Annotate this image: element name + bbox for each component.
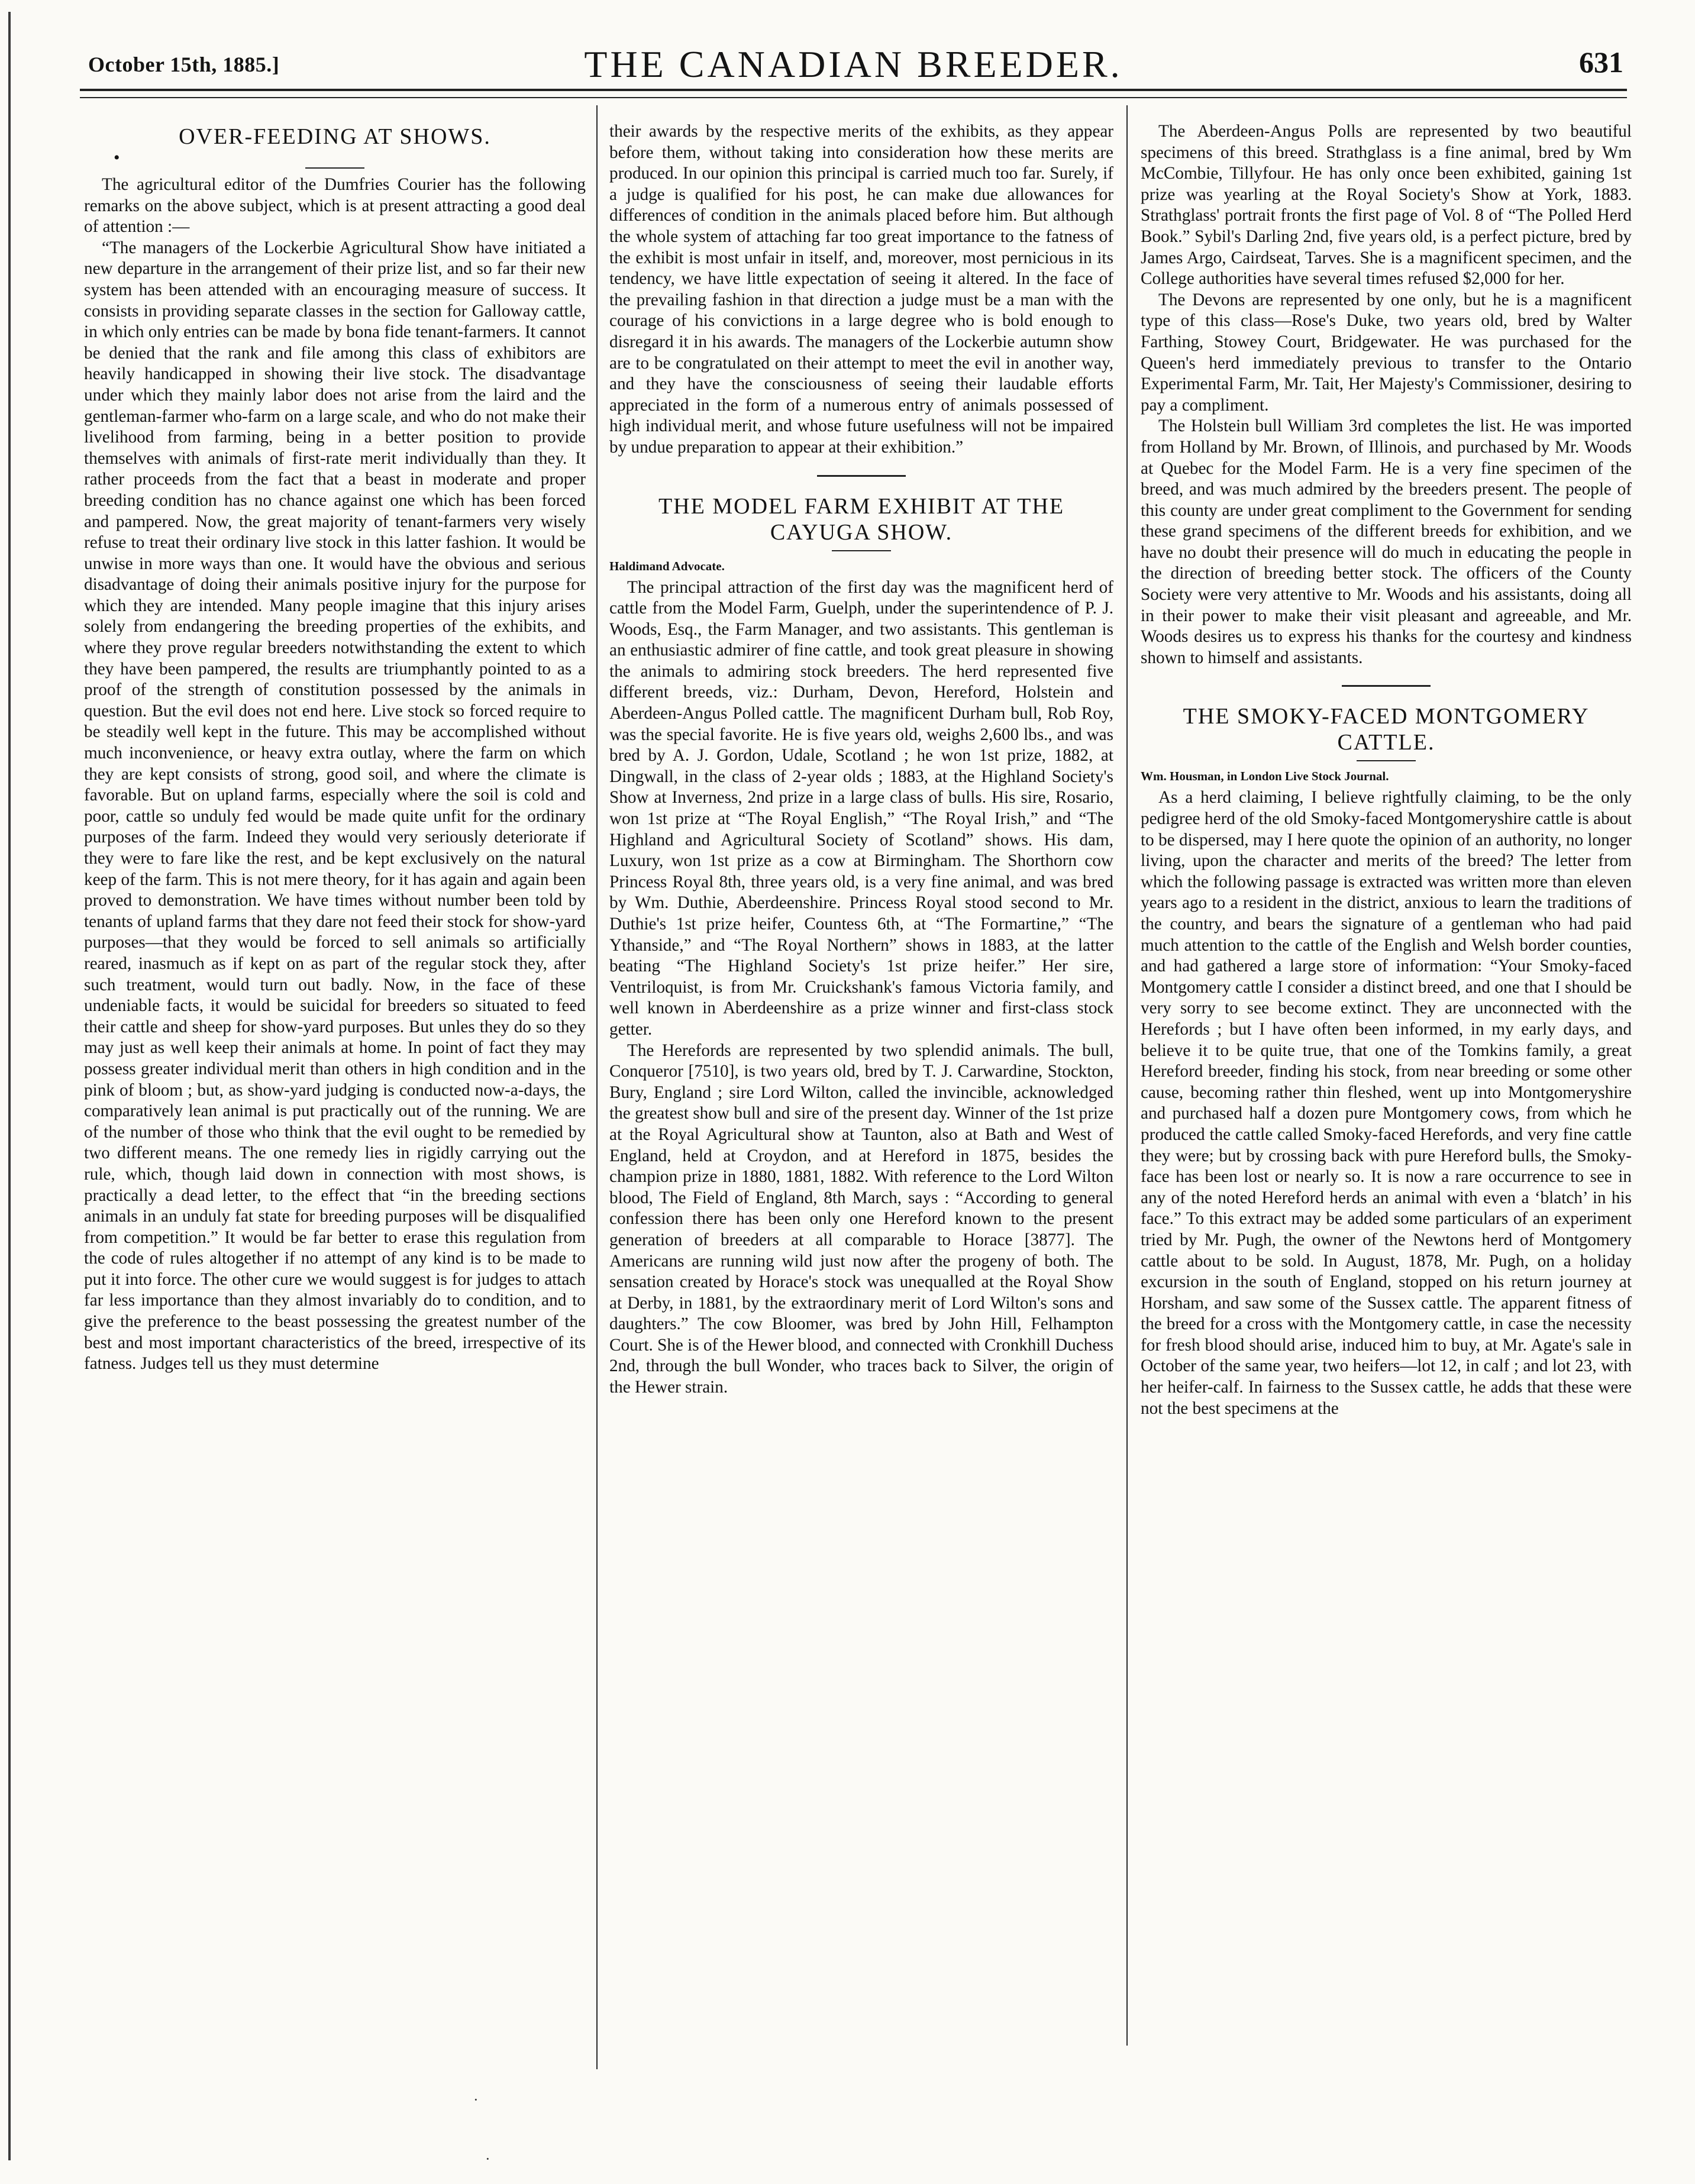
column-divider-1 bbox=[596, 105, 598, 2069]
article-paragraph: The Devons are represented by one only, but he is a magnificent type of this class—Rose's Duke, two years old, bred by Walter Farthing, Stowey Court, Bridgewater. He was purchased for the Queen's herd immediately previous to transfer to the Ontario Experimental Farm, Mr. Tait, Her Majesty's Commissioner, desiring to pay a compliment. bbox=[1141, 290, 1632, 415]
stray-mark: · bbox=[485, 2150, 490, 2167]
newspaper-title: THE CANADIAN BREEDER. bbox=[584, 43, 1123, 85]
article-heading-smoky-faced: THE SMOKY-FACED MONTGOMERY CATTLE. bbox=[1183, 704, 1590, 755]
article-paragraph: The principal attraction of the first day was the magnificent herd of cattle from the Model Farm, Guelph, under the superintendence of P. J. Woods, Esq., the Farm Manager, and two assistants. This gentleman is an enthusiastic admirer of fine cattle, and took great pleasure in showing the animals to admiring stock breeders. The herd represented five different breeds, viz.: Durham, Devon, Hereford, Holstein and Aberdeen-Angus Polled cattle. The magnificent Durham bull, Rob Roy, was the special favorite. He is five years old, weighs 2,600 lbs., and was bred by A. J. Gordon, Udale, Scotland ; he won 1st prize, 1882, at Dingwall, in the class of 2-year olds ; 1883, at the Highland Society's Show at Inverness, 2nd prize in a large class of bulls. His sire, Rosario, won 1st prize at “The Royal English,” “The Royal Irish,” and “The Highland and Agricultural Society of Scotland” shows. His dam, Luxury, won 1st prize as a cow at Birmingham. The Shorthorn cow Princess Royal 8th, three years old, is a very fine animal, and was bred by Wm. Duthie, Aberdeenshire. Princess Royal stood second to Mr. Duthie's 1st prize heifer, Countess 6th, at “The Formartine,” “The Ythanside,” and “The Royal Northern” shows in 1883, at the latter beating “The Highland Society's 1st prize heifer.” Her sire, Ventriloquist, is from Mr. Cruickshank's famous Victoria family, and well known in Aberdeenshire as a prize winner and first-class stock getter. bbox=[609, 577, 1113, 1039]
article-paragraph: The Aberdeen-Angus Polls are represented by two beautiful specimens of this breed. Strathglass is a fine animal, bred by Wm McCombie, Tillyfour. He has only once been exhibited, gaining 1st prize was yearling at the Royal Society's Show at York, 1883. Strathglass' portrait fronts the first page of Vol. 8 of “The Polled Herd Book.” Sybil's Darling 2nd, five years old, is a perfect picture, bred by James Argo, Cairdseat, Tarves. She is a magnificent specimen, and the College authorities have several times refused $2,000 for her. bbox=[1141, 122, 1632, 289]
column-1 bbox=[84, 121, 586, 1375]
page-edge-rule bbox=[8, 12, 11, 2160]
article-paragraph: “The managers of the Lockerbie Agricultural Show have initiated a new departure in the arrangement of their prize list, and so far their new system has been attended with an encouraging measure of success. It consists in providing separate classes in the section for Galloway cattle, in which only entries can be made by bona fide tenant-farmers. It cannot be denied that the rank and file among this class of exhibitors are heavily handicapped in showing their live stock. The disadvantage under which they mainly labor does not arise from the laird and the gentleman-farmer who-farm on a large scale, and who do not make their livelihood from farming, being in a better position to provide themselves with animals of first-rate merit individually than they. It rather proceeds from the fact that a beast in moderate and proper breeding condition has no chance against one which has been forced and pampered. Now, the great majority of tenant-farmers very wisely refuse to treat their ordinary live stock in this latter fashion. It would be unwise in more ways than one. It would have the obvious and serious disadvantage of doing their animals positive injury for the purpose for which they are intended. Many people imagine that this injury arises solely from endangering the breeding properties of the exhibits, and where they prove regular breeders notwithstanding the extent to which they have been pampered, the results are triumphantly pointed to as a proof of the strength of constitution possessed by the animals in question. But the evil does not end here. Live stock so forced require to be steadily well kept in the future. This may be accomplished without much inconvenience, or heavy extra outlay, where the farm on which they are kept consists of strong, good soil, and where the climate is favorable. But on upland farms, especially where the soil is cold and poor, cattle so unduly fed would be made quite unfit for the ordinary purposes of the farm. Indeed they would very seriously deteriorate if they were to fare like the rest, and be kept exclusively on the natural keep of the farm. This is not mere theory, for it has again and again been proved to demonstration. We have times without number been told by tenants of upland farms that they dare not feed their stock for show-yard purposes—that they would be forced to sell animals so artificially reared, inasmuch as if kept on as part of the regular stock they, after such treatment, would turn out badly. Now, in the face of these undeniable facts, it would be suicidal for breeders so situated to feed their cattle and sheep for show-yard purposes. But unles they do so they may just as well keep their animals at home. In point of fact they may possess greater individual merit than others in high condition and in the pink of bloom ; but, as show-yard judging is conducted now-a-days, the comparatively lean animal is put practically out of the running. We are of the number of those who think that the evil ought to be remedied by two different means. The one remedy lies in rigidly carrying out the rule, which, though laid down in connection with most shows, is practically a dead letter, to the effect that “in the breeding sections animals in an unduly fat state for breeding purposes will be disqualified from competition.” It would be far better to erase this regulation from the code of rules altogether if no attempt of any kind is to be made to put it into force. The other cure we would suggest is for judges to attach far less importance than they almost invariably do to condition, and to give the preference to the beast possessing the greatest number of the best and most important characteristics of the breed, irrespective of its fatness. Judges tell us they must determine bbox=[84, 238, 586, 1374]
column-3 bbox=[1141, 121, 1632, 1419]
article-paragraph: their awards by the respective merits of the exhibits, as they appear before them, without taking into consideration how these merits are produced. In our opinion this principal is carried much too far. Surely, if a judge is qualified for his post, he can make due allowances for differences of condition in the animals placed before him. But although the whole system of attaching far too great importance to the fatness of the exhibit is most unfair in itself, and, moreover, most pernicious in its tendency, we have little expectation of seeing it altered. In the face of the prevailing fashion in that direction a judge must be a man with the courage of his convictions in a large degree who is bold enough to disregard it in his awards. The managers of the Lockerbie autumn show are to be congratulated on their attempt to meet the evil in another way, and they have the consciousness of seeing their laudable efforts appreciated in the form of a numerous entry of animals possessed of high individual merit, and whose future usefulness will not be impaired by undue preparation to appear at their exhibition.” bbox=[609, 122, 1113, 457]
article-separator bbox=[1342, 685, 1431, 687]
column-2 bbox=[609, 121, 1113, 1398]
article-paragraph: The agricultural editor of the Dumfries Courier has the following remarks on the above subject, which is at present attracting a good deal of attention :— bbox=[84, 175, 586, 237]
stray-mark: · bbox=[473, 2091, 479, 2108]
article-source: Haldimand Advocate. bbox=[609, 558, 725, 573]
page-number: 631 bbox=[1579, 46, 1623, 79]
article-paragraph: As a herd claiming, I believe rightfully claiming, to be the only pedigree herd of the old Smoky-faced Montgomeryshire cattle is about to be dispersed, may I here quote the opinion of an authority, no longer living, upon the character and merits of the breed? The letter from which the following passage is extracted was written more than eleven years ago to a resident in the district, anxious to learn the traditions of the country, and bears the signature of a gentleman who had paid much attention to the cattle of the English and Welsh border counties, and had gathered a large store of information: “Your Smoky-faced Montgomery cattle I consider a distinct breed, and one that I should be very sorry to see become extinct. They are unconnected with the Herefords ; but I have often been informed, in my early days, and believe it to be quite true, that one of the Tomkins family, a great Hereford breeder, finding his stock, from near breeding or some other cause, becoming rather thin fleshed, went up into Montgomeryshire and purchased half a dozen pure Montgomery cows, from which he produced the cattle called Smoky-faced Herefords, and very fine cattle they were; but by crossing back with pure Hereford bulls, the Smoky-face has been lost or nearly so. It is now a rare occurrence to see in any of the noted Hereford herds an animal with even a ‘blatch’ in his face.” To this extract may be added some particulars of an experiment tried by Mr. Pugh, the owner of the Newtons herd of Montgomery cattle about to be sold. In August, 1878, Mr. Pugh, on a holiday excursion in the south of England, stopped on his return journey at Horsham, and saw some of the Sussex cattle. The apparent fitness of the breed for a cross with the Montgomery cattle, in case the necessity for fresh blood should arise, induced him to buy, at Mr. Agate's sale in October of the same year, two heifers—lot 12, in calf ; and lot 23, with her heifer-calf. In fairness to the Sussex cattle, he adds that these were not the best specimens at the bbox=[1141, 788, 1632, 1418]
heading-rule bbox=[1357, 760, 1416, 761]
article-paragraph: The Holstein bull William 3rd completes the list. He was imported from Holland by Mr. Brown, of Illinois, and purchased by Mr. Woods at Quebec for the Model Farm. He is a very fine specimen of the breed, and was much admired by the breeders present. The people of this county are under great compliment to the Government for sending these grand specimens of the different breeds for exhibition, and we have no doubt their presence will do much in educating the people in the direction of breeding better stock. The officers of the County Society were very attentive to Mr. Woods and his assistants, doing all in their power to make their visit pleasant and agreeable, and Mr. Woods desires us to express his thanks for the courtesy and kindness shown to himself and assistants. bbox=[1141, 416, 1632, 667]
column-divider-2 bbox=[1126, 105, 1128, 2046]
article-heading-over-feeding: OVER-FEEDING AT SHOWS. bbox=[179, 124, 491, 149]
header-rule-thin bbox=[80, 97, 1627, 98]
header-rule-thick bbox=[80, 89, 1627, 91]
article-source: Wm. Housman, in London Live Stock Journal. bbox=[1141, 769, 1389, 784]
heading-rule bbox=[832, 550, 891, 551]
heading-rule bbox=[305, 167, 364, 169]
article-heading-model-farm: THE MODEL FARM EXHIBIT AT THE CAYUGA SHOW. bbox=[658, 493, 1065, 545]
article-paragraph: The Herefords are represented by two splendid animals. The bull, Conqueror [7510], is two years old, bred by T. J. Carwardine, Stockton, Bury, England ; sire Lord Wilton, called the invincible, acknowledged the greatest show bull and sire of the present day. Winner of the 1st prize at the Royal Agricultural show at Taunton, also at Bath and West of England, held at Croydon, and at Hereford in 1875, besides the champion prize in 1880, 1881, 1882. With reference to the Lord Wilton blood, The Field of England, 8th March, says : “According to general confession there has been only one Hereford known to the present generation of breeders at all comparable to Horace [3877]. The Americans are running wild just now after the progeny of both. The sensation created by Horace's stock was unequalled at the Royal Show at Derby, in 1881, by the extraordinary merit of Lord Wilton's sons and daughters.” The cow Bloomer, was bred by John Hill, Felhampton Court. She is of the Hewer blood, and connected with Cronkhill Duchess 2nd, through the bull Wonder, who traces back to Silver, the origin of the Hewer strain. bbox=[609, 1041, 1113, 1397]
article-separator bbox=[817, 475, 906, 477]
issue-date: October 15th, 1885.] bbox=[88, 53, 280, 76]
ornament-dot: • bbox=[114, 148, 120, 167]
